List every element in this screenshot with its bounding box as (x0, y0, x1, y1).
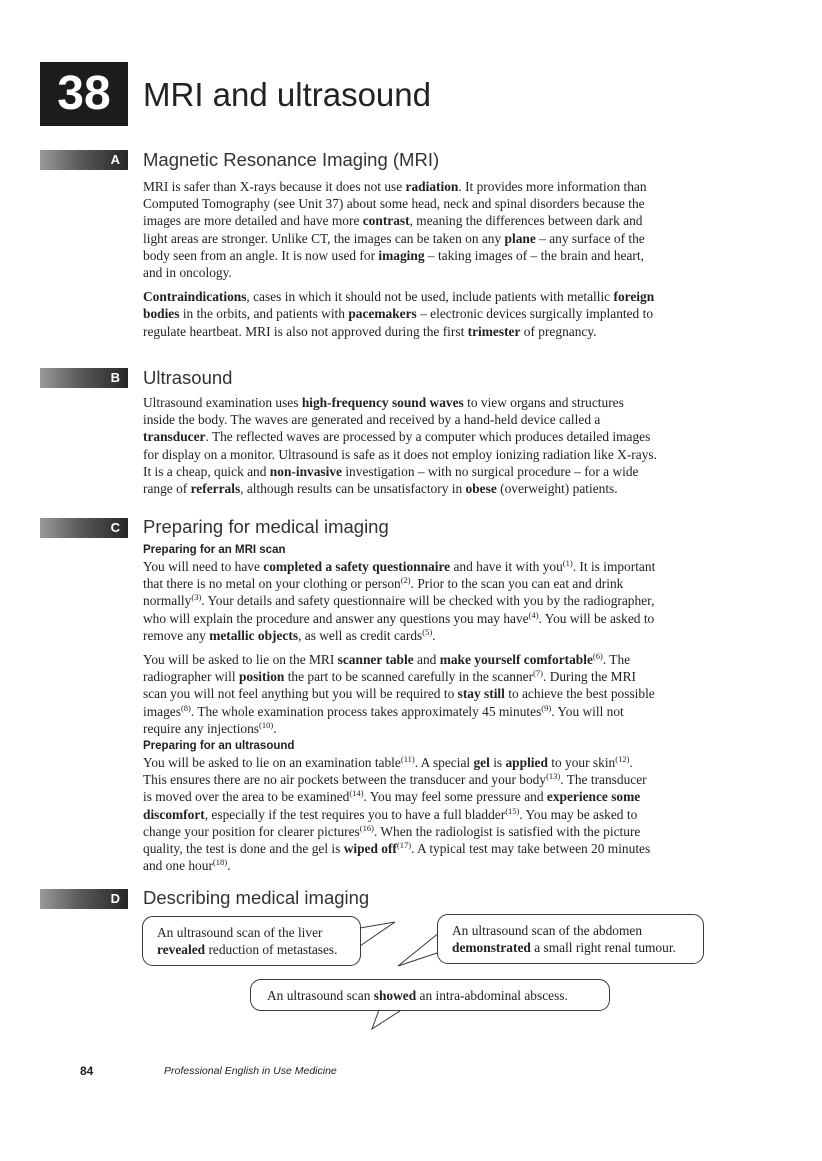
mri-paragraph-1: You will need to have completed a safety questionnaire and have it with you$^{(1)}$. It is important that there is no metal on your clothing or person$^{(2)}$. Prior to the scan you can eat and drink normally$^{(3)}$. Your details and safety questionnaire will be checked with you by the radiographer, who will explain the procedure and answer any questions you may have$^{(4)}$. You will be asked to remove any metallic objects, as well as credit cards$^{(5)}$. (143, 558, 656, 643)
bubble-3-text-2: an intra-abdominal abscess. (416, 988, 568, 1003)
unit-number-box: 38 (40, 62, 128, 126)
section-c-letter: C (110, 520, 120, 535)
bubble-2-line-2: a small right renal tumour. (530, 940, 676, 956)
ultrasound-paragraph-1: You will be asked to lie on an examination table$^{(11)}$. A special gel is applied to your skin$^{(12)}$. This ensures there are no air pockets between the transducer and your body$^{(13)}$. The transducer is moved over the area to be examined$^{(14)}$. You may feel some pressure and experience some discomfort, especially if the test requires you to have a full bladder$^{(15)}$. You may be asked to change your position for clearer pictures$^{(16)}$. When the radiologist is satisfied with the picture quality, the test is done and the gel is wiped off$^{(17)}$. A typical test may take between 20 minutes and one hour$^{(18)}$. (143, 754, 651, 874)
section-a-text (143, 178, 657, 340)
bubble-3-keyword: showed (373, 988, 417, 1003)
section-a-marker (40, 150, 128, 170)
section-a-heading: Magnetic Resonance Imaging (MRI) (143, 149, 440, 170)
section-b-heading: Ultrasound (143, 367, 233, 388)
section-d-letter: D (110, 891, 120, 906)
page-number: 84 (80, 1064, 94, 1078)
speech-bubble-2 (437, 914, 704, 964)
section-b-marker (40, 368, 128, 388)
speech-bubble-1 (142, 916, 361, 966)
section-b-paragraph-1: Ultrasound examination uses high-frequency sound waves to view organs and structures inside the body. The waves are generated and received by a hand-held device called a transducer. The reflected waves are processed by a computer which produces detailed images for display on a monitor. Ultrasound is safe as it does not employ ionizing radiation like X-rays. It is a cheap, quick and non-invasive investigation – with no surgical procedure – for a wide range of referrals, although results can be unsatisfactory in obese (overweight) patients. (143, 395, 657, 497)
section-c-marker (40, 518, 128, 538)
bubble-1-tail (358, 920, 398, 960)
bubble-2-line-1: An ultrasound scan of the abdomen (452, 923, 643, 938)
section-b-text (143, 394, 657, 497)
section-d-marker (40, 889, 128, 909)
section-d-heading: Describing medical imaging (143, 887, 370, 908)
mri-scan-subheading: Preparing for an MRI scan (143, 544, 286, 556)
section-b-letter: B (110, 370, 120, 385)
ultrasound-subheading: Preparing for an ultrasound (143, 740, 295, 752)
bubble-1-line-2: reduction of metastases. (205, 942, 338, 958)
speech-bubble-3 (250, 979, 610, 1011)
book-title: Professional English in Use Medicine (164, 1065, 337, 1077)
mri-scan-text (143, 558, 657, 737)
unit-title: MRI and ultrasound (143, 76, 431, 113)
ultrasound-text (143, 754, 657, 874)
section-a-letter: A (110, 152, 120, 167)
bubble-2-keyword: demonstrated (452, 940, 531, 956)
bubble-3-text-1: An ultrasound scan (267, 988, 374, 1003)
mri-paragraph-2: You will be asked to lie on the MRI scanner table and make yourself comfortable$^{(6)}$. The radiographer will position the part to be scanned carefully in the scanner$^{(7)}$. During the MRI scan you will not feel anything but you will be required to stay still to achieve the best possible images$^{(8)}$. The whole examination process takes approximately 45 minutes$^{(9)}$. You will not require any injections$^{(10)}$. (143, 651, 655, 736)
bubble-1-keyword: revealed (157, 942, 206, 958)
section-a-paragraph-1: MRI is safer than X-rays because it does not use radiation. It provides more information than Computed Tomography (see Unit 37) about some head, neck and spinal disorders because the images are more detailed and have more contrast, meaning the differences between dark and light areas are stronger. Unlike CT, the images can be taken on any plane – any surface of the body seen from an angle. It is now used for imaging – taking images of – the brain and heart, and in oncology. (143, 179, 647, 281)
section-a-paragraph-2: Contraindications, cases in which it should not be used, include patients with metallic foreign bodies in the orbits, and patients with pacemakers – electronic devices surgically implanted to regulate heartbeat. MRI is also not approved during the first trimester of pregnancy. (143, 289, 655, 339)
section-c-heading: Preparing for medical imaging (143, 516, 389, 537)
bubble-1-line-1: An ultrasound scan of the liver (157, 925, 323, 940)
